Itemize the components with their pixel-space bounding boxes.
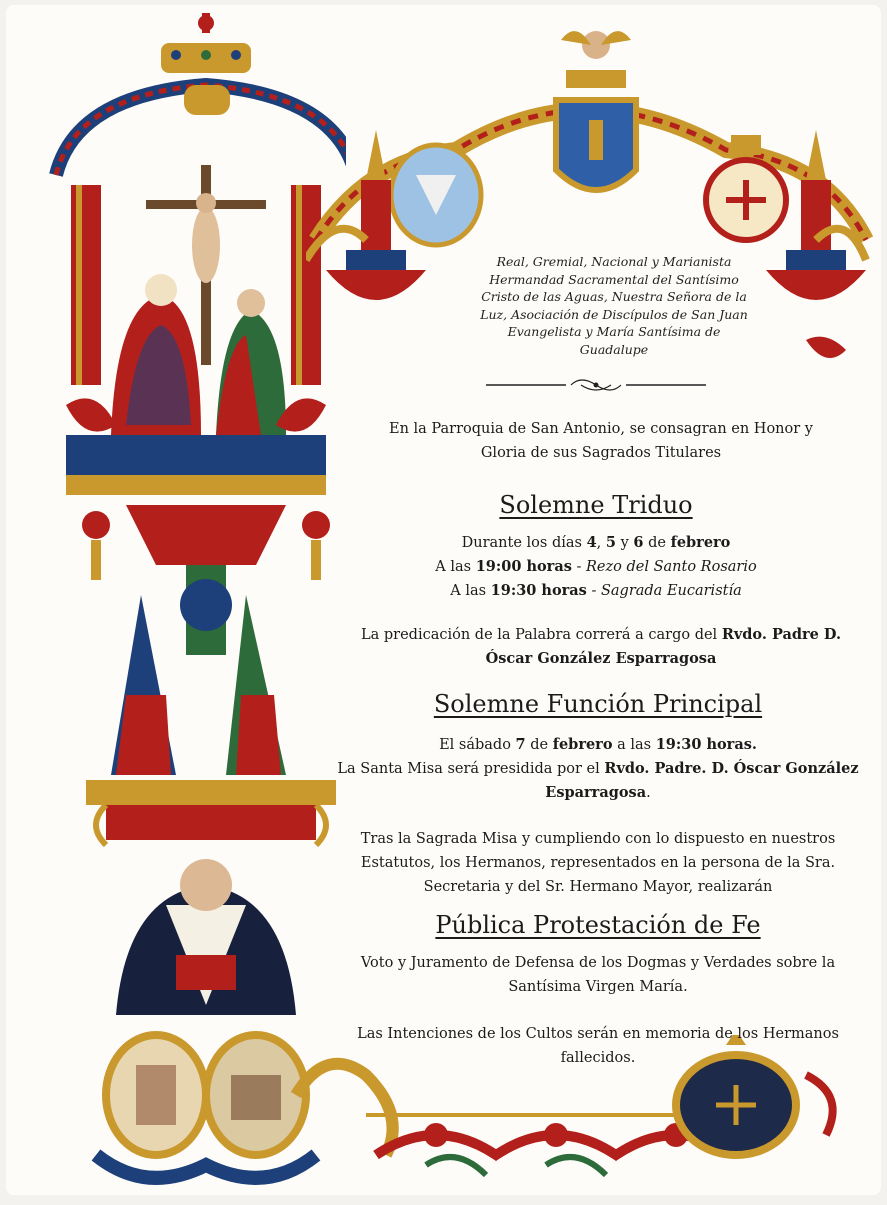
funcion-title: Solemne Función Principal — [433, 690, 763, 718]
divider-flourish — [486, 375, 706, 395]
heading-line: Luz, Asociación de Discípulos de San Juan — [480, 306, 748, 322]
poster — [6, 5, 881, 1195]
intenciones-text: Las Intenciones de los Cultos serán en memoria de los Hermanos fallecidos. — [357, 1026, 839, 1066]
heading-line: Evangelista y María Santísima de — [507, 324, 721, 339]
brotherhood-name — [474, 253, 754, 358]
triduo-details — [336, 531, 856, 603]
triduo-days-line: Durante los días 4, 5 y 6 de febrero — [461, 534, 731, 551]
protestacion-title: Pública Protestación de Fe — [435, 911, 761, 939]
heading-line: Real, Gremial, Nacional y Marianista — [496, 254, 732, 269]
heading-line: Cristo de las Aguas, Nuestra Señora de la — [481, 289, 747, 304]
left-religious-ornament — [26, 5, 346, 1195]
intro-text — [341, 417, 861, 465]
heading-line: Guadalupe — [579, 341, 649, 357]
triduo-eucaristia-line: A las 19:30 horas - Sagrada Eucaristía — [450, 582, 742, 599]
triduo-rosario-line: A las 19:00 horas - Rezo del Santo Rosario — [435, 558, 757, 575]
heading-line: Hermandad Sacramental del Santísimo — [489, 271, 739, 287]
funcion-details: El sábado 7 de febrero a las 19:30 horas. La Santa Misa será presidida por el Rvdo. Padre. D. Óscar González Esparragosa. — [337, 736, 859, 801]
crown-icon — [161, 13, 251, 73]
triduo-title: Solemne Triduo — [499, 491, 693, 519]
predicacion-text: La predicación de la Palabra correrá a cargo del Rvdo. Padre D. Óscar González Esparragosa — [360, 626, 842, 667]
protestacion-text: Voto y Juramento de Defensa de los Dogmas y Verdades sobre la Santísima Virgen María. — [360, 955, 836, 995]
intro-line-1: En la Parroquia de San Antonio, se consagran en Honor y — [389, 421, 813, 437]
intro-line-2: Gloria de sus Sagrados Titulares — [480, 445, 722, 461]
tras-misa-text: Tras la Sagrada Misa y cumpliendo con lo dispuesto en nuestros Estatutos, los Hermanos, representados en la persona de la Sra. Secretaria y del Sr. Hermano Mayor, realizarán — [360, 831, 836, 895]
